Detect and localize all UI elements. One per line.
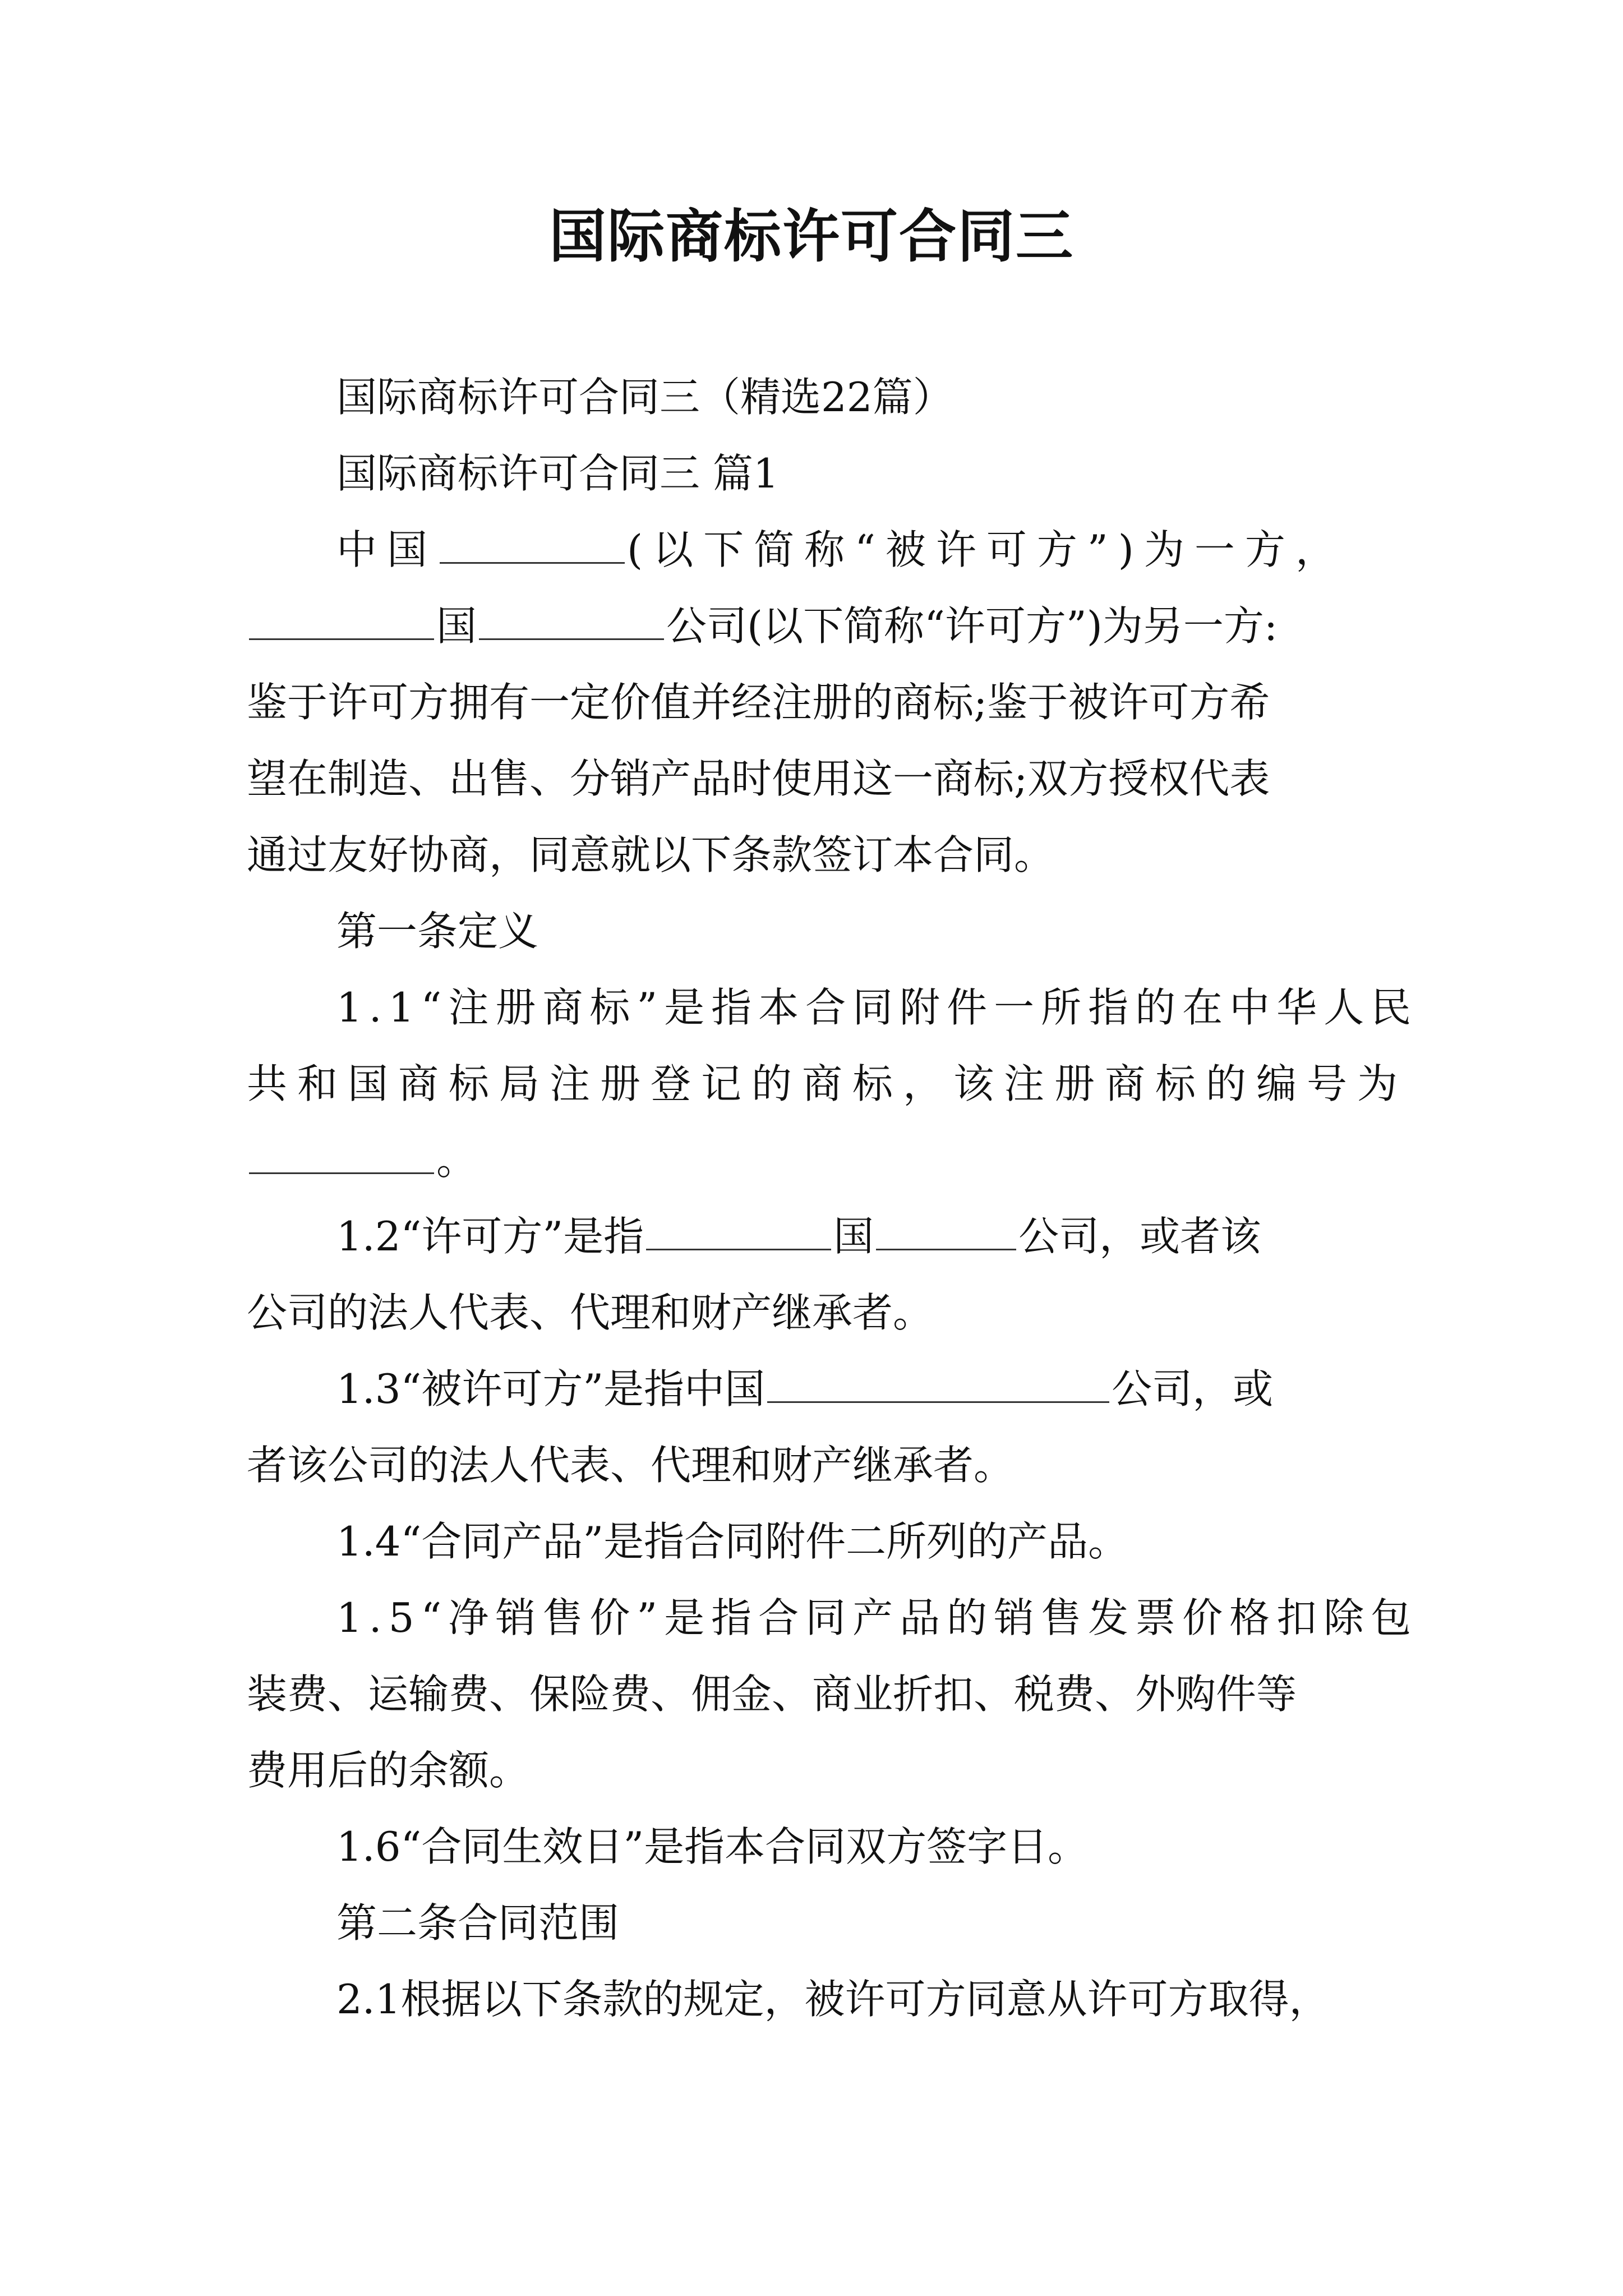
- clause-1-2-line-2: 公司的法人代表、代理和财产继承者。: [247, 1289, 934, 1336]
- article-2-heading: 第二条合同范围: [336, 1899, 620, 1947]
- clause-1-5-line-2: 装费、运输费、保险费、佣金、商业折扣、税费、外购件等: [247, 1671, 1297, 1718]
- preamble-text: 公司(以下简称“许可方”)为另一方:: [666, 602, 1278, 650]
- clause-1-1-line-1: 1.1“注册商标”是指本合同附件一所指的在中华人民: [336, 984, 1418, 1031]
- fill-in-blank: [876, 1209, 1016, 1250]
- preamble-line-4: 望在制造、出售、分销产品时使用这一商标;双方授权代表: [247, 755, 1270, 802]
- preamble-line-5: 通过友好协商，同意就以下条款签订本合同。: [247, 831, 1055, 878]
- clause-1-1-line-2: 共和国商标局注册登记的商标，该注册商标的编号为: [247, 1060, 1408, 1107]
- clause-1-3-line-2: 者该公司的法人代表、代理和财产继承者。: [247, 1442, 1015, 1489]
- document-title: 国际商标许可合同三: [549, 203, 1074, 270]
- fill-in-blank: [646, 1209, 831, 1250]
- clause-1-5-line-3: 费用后的余额。: [247, 1747, 530, 1794]
- fill-in-blank: [440, 523, 625, 564]
- clause-2-1-line-1: 2.1根据以下条款的规定，被许可方同意从许可方取得，: [336, 1976, 1330, 2023]
- clause-1-5-line-1: 1.5“净销售价”是指合同产品的销售发票价格扣除包: [336, 1594, 1418, 1641]
- clause-text: 公司，或: [1112, 1365, 1274, 1412]
- clause-1-4: 1.4“合同产品”是指合同附件二所列的产品。: [336, 1518, 1129, 1565]
- preamble-line-3: 鉴于许可方拥有一定价值并经注册的商标;鉴于被许可方希: [247, 679, 1270, 726]
- clause-text: 。: [436, 1137, 477, 1184]
- clause-text: 1.3“被许可方”是指中国: [336, 1365, 766, 1412]
- fill-in-blank: [767, 1362, 1109, 1403]
- fill-in-blank: [249, 1133, 434, 1174]
- fill-in-blank: [479, 599, 664, 640]
- preamble-line-2: [247, 588, 1278, 664]
- fill-in-blank: [249, 599, 434, 640]
- article-1-heading: 第一条定义: [336, 908, 539, 955]
- preamble-text: (以下简称“被许可方”)为一方，: [627, 526, 1346, 573]
- clause-1-2-line-1: [336, 1198, 1261, 1274]
- clause-text: 1.2“许可方”是指: [336, 1213, 644, 1260]
- clause-text: 公司，或者该: [1018, 1213, 1261, 1260]
- section-heading: 国际商标许可合同三 篇1: [336, 450, 779, 497]
- clause-1-6: 1.6“合同生效日”是指本合同双方签字日。: [336, 1823, 1089, 1870]
- preamble-line-1: [336, 512, 1346, 588]
- document-subtitle: 国际商标许可合同三（精选22篇）: [336, 374, 953, 421]
- clause-1-1-line-3: [247, 1122, 477, 1198]
- clause-1-3-line-1: [336, 1351, 1273, 1427]
- clause-text: 国: [833, 1213, 874, 1260]
- preamble-text: 中国: [336, 526, 438, 573]
- preamble-text: 国: [436, 602, 477, 650]
